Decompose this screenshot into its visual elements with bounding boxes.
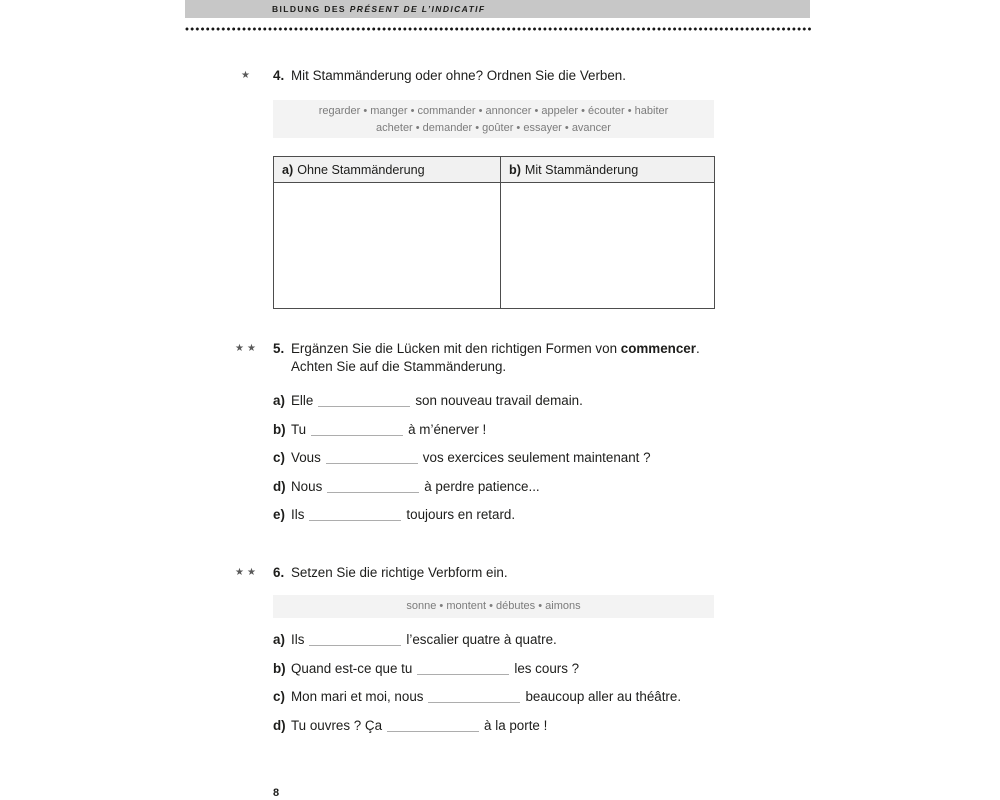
column-label: a)	[282, 162, 294, 177]
word-bank-line: regarder • manger • commander • annoncer • appeler • écouter • habiter	[318, 105, 669, 117]
column-title: Ohne Stammänderung	[297, 162, 425, 177]
item-label: c)	[273, 689, 285, 704]
answer-blank[interactable]	[309, 633, 401, 646]
item-label: d)	[273, 718, 286, 733]
item-label: a)	[273, 393, 285, 408]
item-text-pre: Ils	[291, 632, 305, 647]
word-bank-line: sonne • montent • débutes • aimons	[406, 600, 581, 612]
item-text-post: toujours en retard.	[406, 507, 516, 522]
difficulty-stars-ex5: ★★	[235, 343, 259, 354]
item-text-post: les cours ?	[514, 661, 580, 676]
item-text-post: beaucoup aller au théâtre.	[525, 689, 682, 704]
sorting-table	[273, 156, 715, 309]
answer-blank[interactable]	[428, 690, 520, 703]
exercise-number: 4.	[273, 68, 285, 83]
word-bank-ex4	[273, 100, 714, 138]
exercise-title: Mit Stammänderung oder ohne? Ordnen Sie die Verben.	[291, 68, 626, 83]
page-number: 8	[273, 787, 280, 799]
title-text: Ergänzen Sie die Lücken mit den richtigen Formen von	[291, 341, 621, 356]
answer-blank[interactable]	[309, 508, 401, 521]
exercise-4-header	[273, 67, 813, 85]
item-label: b)	[273, 422, 286, 437]
item-text-pre: Tu	[291, 422, 307, 437]
item-text-pre: Elle	[291, 393, 314, 408]
answer-area-mit[interactable]	[501, 183, 715, 309]
answer-area-ohne[interactable]	[274, 183, 501, 309]
answer-blank[interactable]	[311, 423, 403, 436]
exercise-title-line1	[291, 340, 813, 358]
sorting-table-body-row	[274, 183, 715, 309]
answer-blank[interactable]	[326, 451, 418, 464]
word-bank-line: acheter • demander • goûter • essayer • avancer	[376, 122, 611, 134]
exercise-6-item-b	[273, 661, 579, 677]
item-text-post: vos exercices seulement maintenant ?	[422, 450, 651, 465]
item-text-post: à la porte !	[484, 718, 548, 733]
exercise-5-item-e	[273, 507, 515, 523]
exercise-title	[291, 340, 813, 376]
exercise-6-item-a	[273, 632, 557, 648]
title-keyword: commencer	[620, 341, 696, 356]
item-text-pre: Vous	[291, 450, 321, 465]
chapter-header-prefix: BILDUNG DES	[272, 4, 350, 14]
item-label: b)	[273, 661, 286, 676]
answer-blank[interactable]	[327, 480, 419, 493]
item-text-pre: Nous	[291, 479, 323, 494]
answer-blank[interactable]	[417, 662, 509, 675]
chapter-header-bar	[185, 0, 810, 18]
item-text-post: à perdre patience...	[424, 479, 540, 494]
item-text-post: son nouveau travail demain.	[415, 393, 583, 408]
exercise-5-item-d	[273, 479, 540, 495]
exercise-title: Setzen Sie die richtige Verbform ein.	[291, 565, 508, 580]
difficulty-stars-ex6: ★★	[235, 567, 259, 578]
item-text-post: l’escalier quatre à quatre.	[406, 632, 557, 647]
table-header-ohne	[274, 157, 501, 183]
word-bank-ex6	[273, 595, 714, 618]
item-label: e)	[273, 507, 285, 522]
exercise-5-header	[273, 340, 813, 376]
chapter-header-title	[185, 0, 810, 18]
exercise-number: 6.	[273, 565, 285, 580]
exercise-5-item-b	[273, 422, 486, 438]
column-label: b)	[509, 162, 521, 177]
exercise-number: 5.	[273, 341, 285, 356]
title-text: .	[695, 341, 700, 356]
dotted-divider	[185, 27, 811, 31]
exercise-title-line2: Achten Sie auf die Stammänderung.	[291, 359, 507, 374]
item-label: c)	[273, 450, 285, 465]
sorting-table-header-row	[274, 157, 715, 183]
answer-blank[interactable]	[318, 394, 410, 407]
item-text-pre: Ils	[291, 507, 305, 522]
chapter-header-italic: PRÉSENT DE L’INDICATIF	[349, 4, 486, 14]
exercise-6-item-c	[273, 689, 681, 705]
difficulty-stars-ex4: ★	[241, 70, 253, 81]
exercise-5-item-a	[273, 393, 583, 409]
column-title: Mit Stammänderung	[524, 162, 639, 177]
item-text-post: à m’énerver !	[408, 422, 487, 437]
exercise-6-header	[273, 564, 813, 582]
table-header-mit	[501, 157, 715, 183]
item-label: a)	[273, 632, 285, 647]
exercise-6-item-d	[273, 718, 547, 734]
answer-blank[interactable]	[387, 719, 479, 732]
item-text-pre: Mon mari et moi, nous	[291, 689, 424, 704]
item-label: d)	[273, 479, 286, 494]
item-text-pre: Quand est-ce que tu	[291, 661, 413, 676]
item-text-pre: Tu ouvres ? Ça	[291, 718, 383, 733]
exercise-5-item-c	[273, 450, 651, 466]
